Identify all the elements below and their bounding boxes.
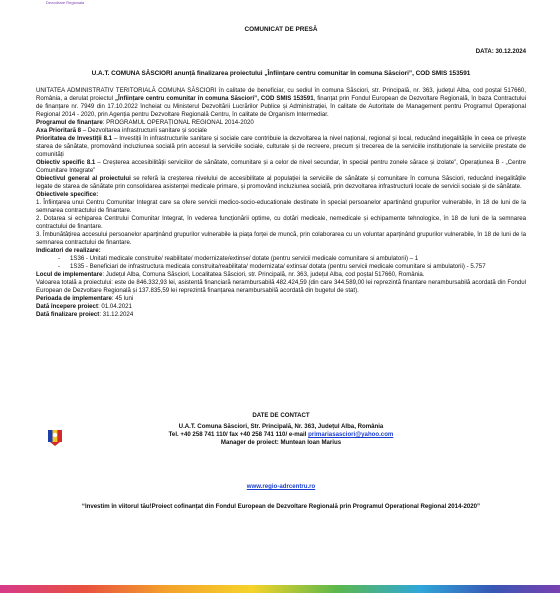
indicatori-list [36, 255, 526, 271]
prioritate-line [36, 135, 526, 159]
contact-email-link[interactable]: primariasasciori@yahoo.com [308, 431, 394, 438]
header-strip [0, 0, 560, 8]
obiective-heading: Obiectivele specifice: [36, 191, 99, 198]
final-line [36, 311, 526, 319]
project-name: „Înființare centru comunitar în comuna Săsciori”, COD SMIS 153591 [115, 95, 314, 102]
axa-line [36, 127, 526, 135]
locul-line [36, 271, 526, 279]
valoare-line: Valoarea totală a proiectului: este de 846.332,93 lei, asistentă financiară nerambursabilă 482.424,59 (din care 344.589,00 lei reprezintă finantare nerambursabilă acordată din Fondul European de Dezvoltare Regională și 137.835,59 lei reprezintă finanțarea nerambursabilă acordată din bugetul de stat). [36, 279, 526, 294]
slogan-quote: “Investim în viitorul tău!Proiect cofinanțat din Fondul European de Dezvoltare Regională prin Programul Operațional Regional 2014-2020” [81, 503, 481, 510]
indicatori-heading: Indicatori de realizare: [36, 247, 101, 254]
locul-value: : Județul Alba, Comuna Săsciori, Localitatea Săsciori, str. Principală, nr. 363, județul Alba, cod poștal 517660, România. [102, 271, 425, 278]
program-line [36, 119, 526, 127]
perioada-value: : 45 luni [111, 295, 134, 302]
contact-phone: Tel. +40 258 741 110/ fax +40 258 741 110/ e-mail [168, 431, 309, 438]
release-subject: U.A.T. COMUNA SĂSCIORI anunță finalizarea proiectului „Înființare centru comunitar în comuna Săsciori”, COD SMIS 153591 [91, 70, 471, 77]
obiectiv-item: 1. Înființarea unui Centru Comunitar Integrat care sa ofere servicii medico-socio-educationale destinate în special persoanelor apartinând grupurilor vulnerabile, în 18 de luni de la semnarea contractului de finantare. [36, 199, 526, 214]
inceput-value: : 01.04.2021 [97, 303, 132, 310]
regio-logo-caption: Dezvoltare Regionala [46, 0, 85, 5]
website-line [36, 483, 526, 490]
contact-block [36, 412, 526, 447]
indicator-item: - 1S36 - Unitati medicale construite/ reabilitate/ modernizate/extinse/ dotate (pentru servicii medicale comunitare si ambulatorii) – 1 [70, 255, 526, 263]
obiectiv-general-line [36, 175, 526, 191]
program-value: : PROGRAMUL OPERAȚIONAL REGIONAL 2014-2020 [102, 119, 254, 126]
page-title: COMUNICAT DE PRESĂ [244, 26, 318, 33]
indicator-item: - 1S35 - Beneficiari de infrastructura medicala construita/reabilitata/ modernizata/ extinsa/ dotata (pentru servicii medicale comunitare si ambulatorii) - 5.757 [70, 263, 526, 271]
obiectiv-general-label: Obiectivul general al proiectului [36, 175, 131, 182]
perioada-line [36, 295, 526, 303]
intro-paragraph [36, 87, 526, 119]
final-label: Dată finalizare proiect [36, 311, 100, 318]
intro-text: UNITATEA ADMINISTRATIV TERITORIALĂ COMUNA SĂSCIORI în calitate de beneficiar, cu sediul în comuna Săsciori, str. Principală, nr. 363, județul Alba, cod poștal 517660, România, a derulat proiectul [36, 87, 526, 102]
intro-text-end: , finanțat prin Fondul European de Dezvoltare Regională, în baza Contractului de finanțare nr. 7949 din 17.10.2022 încheiat cu Ministerul Dezvoltării Lucrărilor Publice și Administrației, în calitate de Autoritate de Management pentru Programul Operațional Regional 2014 - 2020, prin Agenția pentru Dezvoltare Regională Centru, în calitate de Organism Intermediar. [36, 95, 526, 118]
obiectiv-item: 2. Dotarea si echiparea Centrului Comunitar Integrat, în vederea funcționării optime, cu dotări medicale, nemedicale și echipamente tehnologice, în 18 de luni de la semnarea contractului de finantare. [36, 215, 526, 230]
prioritate-value: – Investiții în infrastructurile sanitare și sociale care contribuie la dezvoltarea la nivel național, regional și local, reducând inegalitățile în ceea ce privește starea de sănătate, promovând incluziunea socială prin accesul la serviciile sociale, culturale și de recreere, precum și trecerea de la serviciile instituționale la serviciile prestate de comunități [36, 135, 526, 158]
website-link[interactable]: www.regio-adrcentru.ro [246, 483, 316, 490]
inceput-line [36, 303, 526, 311]
footer-color-bar [0, 585, 560, 593]
perioada-label: Perioada de implementare [36, 295, 112, 302]
contact-phone-line [36, 431, 526, 439]
inceput-label: Dată începere proiect [36, 303, 98, 310]
obiectiv-specific-line [36, 159, 526, 175]
contact-address: U.A.T. Comuna Săsciori, Str. Principală, Nr. 363, Județul Alba, România [178, 423, 384, 430]
obiectiv-general-value: se referă la creșterea nivelului de accesibilitate al populației la serviciile de sănătate și comunitare în comuna Săsciori, reducând inegalitățile legate de starea de sănătate prin consolidarea asistenței medicale primare, și promovând incluziunea socială, prin dezvoltarea infrastructurii locale de servicii sociale și de sănătate. [36, 175, 526, 190]
axa-value: – Dezvoltarea infrastructurii sanitare și sociale [81, 127, 208, 134]
press-release [36, 22, 526, 319]
obiectiv-specific-value: – Creșterea accesibilității serviciilor de sănătate, comunitare și a celor de nivel secundar, în special pentru zonele sărace și izolate”, Operațiunea B - „Centre Comunitare Integrate” [36, 159, 526, 174]
locul-label: Locul de implementare [36, 271, 103, 278]
contact-manager: Manager de proiect: Muntean Ioan Marius [220, 439, 342, 446]
final-value: : 31.12.2024 [99, 311, 134, 318]
program-label: Programul de finanțare [36, 119, 103, 126]
contact-title: DATE DE CONTACT [252, 412, 310, 419]
obiectiv-specific-label: Obiectiv specific 8.1 [36, 159, 96, 166]
release-body [36, 87, 526, 319]
axa-label: Axa Prioritară 8 [36, 127, 82, 134]
obiectiv-item: 3. Îmbunătățirea accesului persoanelor aparținând grupurilor vulnerabile la piața forței de muncă, prin colaborarea cu un voluntar aparținând grupurilor vulnerabile, în 18 de luni de la semnarea contractului de finantare. [36, 231, 526, 246]
release-date: DATA: 30.12.2024 [475, 48, 526, 55]
prioritate-label: Prioritatea de Investiții 8.1 [36, 135, 113, 142]
